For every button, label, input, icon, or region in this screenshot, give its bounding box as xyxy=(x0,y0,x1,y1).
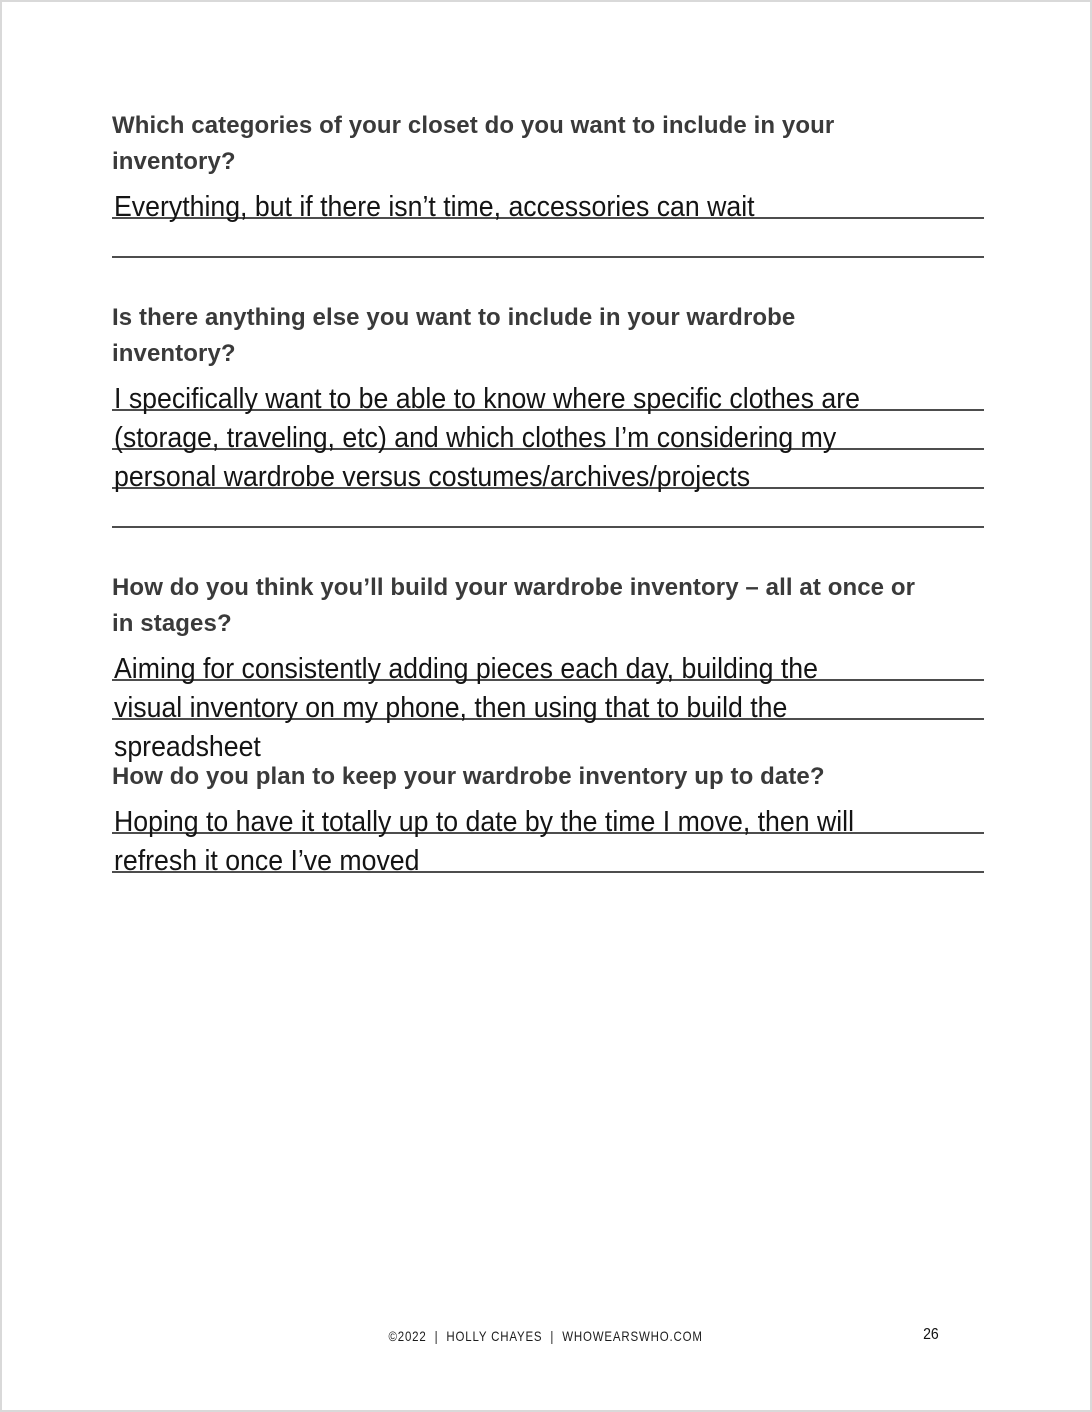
answer-text: refresh it once I’ve moved xyxy=(114,845,420,877)
question-label-line: How do you think you’ll build your wardrobe inventory – all at once or xyxy=(112,574,916,601)
answer-line-blank xyxy=(112,219,984,258)
question-label-line: inventory? xyxy=(112,340,236,367)
answer-line-overflow xyxy=(112,720,984,763)
question-label xyxy=(112,108,984,180)
answer-line-blank xyxy=(112,489,984,528)
question-block-3 xyxy=(112,570,984,763)
answer-line xyxy=(112,372,984,415)
question-label-line: Is there anything else you want to include in your wardrobe xyxy=(112,304,796,331)
footer-text: ©2022 | HOLLY CHAYES | WHOWEARSWHO.COM xyxy=(388,1328,704,1344)
answer-text: visual inventory on my phone, then using that to build the xyxy=(114,692,788,724)
question-block-4 xyxy=(112,759,984,877)
answer-line xyxy=(112,795,984,838)
answer-text: (storage, traveling, etc) and which clothes I’m considering my xyxy=(114,422,837,454)
answer-line xyxy=(112,834,984,877)
page-content xyxy=(112,108,984,877)
answer-line xyxy=(112,642,984,685)
question-label-line: inventory? xyxy=(112,148,236,175)
answer-line xyxy=(112,681,984,724)
answer-text: Everything, but if there isn’t time, accessories can wait xyxy=(114,191,755,223)
answer-line xyxy=(112,180,984,223)
question-label-line: How do you plan to keep your wardrobe inventory up to date? xyxy=(112,763,825,790)
answer-text: I specifically want to be able to know where specific clothes are xyxy=(114,383,860,415)
answer-line xyxy=(112,450,984,493)
question-block-1 xyxy=(112,108,984,258)
answer-line xyxy=(112,411,984,454)
page-number: 26 xyxy=(923,1326,939,1343)
answer-text: personal wardrobe versus costumes/archives/projects xyxy=(114,461,751,493)
answer-text: spreadsheet xyxy=(114,731,261,763)
question-block-2 xyxy=(112,300,984,528)
answer-text: Hoping to have it totally up to date by the time I move, then will xyxy=(114,806,855,838)
question-label-line: Which categories of your closet do you want to include in your xyxy=(112,112,835,139)
answer-text: Aiming for consistently adding pieces each day, building the xyxy=(114,653,818,685)
question-label-line: in stages? xyxy=(112,610,232,637)
question-label xyxy=(112,300,984,372)
question-label xyxy=(112,570,984,642)
question-label xyxy=(112,759,984,795)
